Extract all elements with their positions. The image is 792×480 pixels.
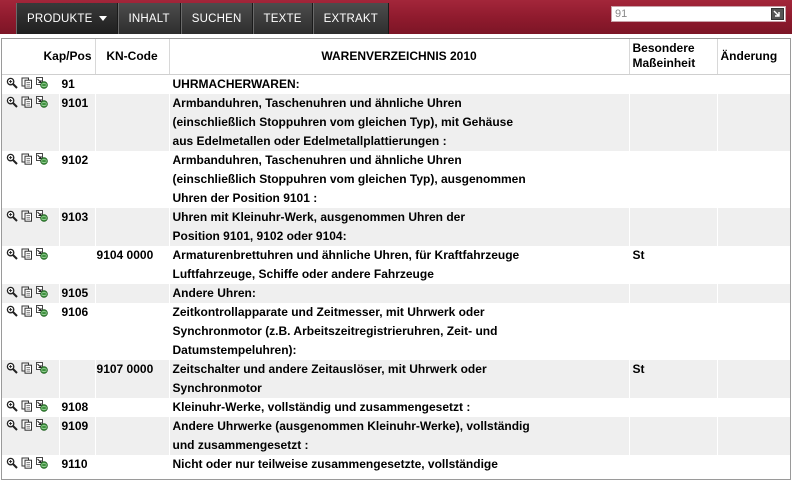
cell-kap-pos: 9105: [59, 284, 95, 303]
globe-link-icon[interactable]: [36, 362, 51, 376]
cell-kn-code: [95, 455, 169, 474]
cell-description: Andere Uhrwerke (ausgenommen Kleinuhr-Werke), vollständig: [169, 417, 629, 436]
cell-unit: St: [629, 360, 717, 379]
row-actions: [2, 189, 59, 208]
cell-unit: [629, 455, 717, 474]
cell-unit: [629, 417, 717, 436]
nav-inhalt-label: INHALT: [128, 12, 170, 25]
cell-description: Nicht oder nur teilweise zusammengesetzte, vollständige: [169, 455, 629, 474]
copy-icon[interactable]: [21, 286, 36, 300]
cell-kap-pos: [59, 113, 95, 132]
globe-link-icon[interactable]: [36, 400, 51, 414]
cell-change: [717, 284, 790, 303]
cell-kap-pos: [59, 379, 95, 398]
globe-link-icon[interactable]: [36, 210, 51, 224]
cell-change: [717, 265, 790, 284]
row-actions: [2, 227, 59, 246]
cell-unit: St: [629, 246, 717, 265]
cell-description: und zusammengesetzt :: [169, 436, 629, 455]
nav-suchen[interactable]: [181, 3, 253, 34]
copy-icon[interactable]: [21, 362, 36, 376]
nav-extrakt[interactable]: [313, 3, 389, 34]
cell-kap-pos: [59, 436, 95, 455]
row-actions: [2, 265, 59, 284]
cell-kap-pos: [59, 189, 95, 208]
cell-kn-code: 9107 0000: [95, 360, 169, 379]
cell-kn-code: [95, 94, 169, 113]
table-row: [2, 227, 790, 246]
table-row: [2, 170, 790, 189]
table-row: [2, 398, 790, 417]
copy-icon[interactable]: [21, 419, 36, 433]
header-kap-pos[interactable]: Kap/Pos: [2, 39, 95, 74]
row-actions: [2, 322, 59, 341]
nav-inhalt[interactable]: [118, 3, 181, 34]
nav-suchen-label: SUCHEN: [191, 12, 242, 25]
row-actions: [2, 303, 59, 322]
table-row: [2, 94, 790, 113]
table-row: [2, 132, 790, 151]
cell-kn-code: [95, 265, 169, 284]
cell-kap-pos: 9109: [59, 417, 95, 436]
row-actions: [2, 151, 59, 170]
cell-kn-code: [95, 227, 169, 246]
table-header-row: [2, 39, 790, 74]
row-actions: [2, 132, 59, 151]
cell-kn-code: [95, 284, 169, 303]
table-row: [2, 303, 790, 322]
cell-change: [717, 303, 790, 322]
search-input[interactable]: [615, 7, 765, 21]
magnifier-icon[interactable]: [6, 400, 21, 414]
cell-kap-pos: 9103: [59, 208, 95, 227]
globe-link-icon[interactable]: [36, 96, 51, 110]
cell-kn-code: [95, 303, 169, 322]
magnifier-icon[interactable]: [6, 286, 21, 300]
cell-kap-pos: 9106: [59, 303, 95, 322]
cell-unit: [629, 303, 717, 322]
cell-change: [717, 74, 790, 94]
globe-link-icon[interactable]: [36, 457, 51, 471]
cell-change: [717, 170, 790, 189]
cell-kn-code: [95, 436, 169, 455]
cell-kn-code: [95, 379, 169, 398]
copy-icon[interactable]: [21, 305, 36, 319]
cell-description: aus Edelmetallen oder Edelmetallplattierungen :: [169, 132, 629, 151]
row-actions: [2, 94, 59, 113]
table-row: [2, 284, 790, 303]
cell-description: Uhren mit Kleinuhr-Werk, ausgenommen Uhren der: [169, 208, 629, 227]
cell-kap-pos: [59, 227, 95, 246]
cell-change: [717, 436, 790, 455]
cell-description: (einschließlich Stoppuhren vom gleichen Typ), ausgenommen: [169, 170, 629, 189]
copy-icon[interactable]: [21, 96, 36, 110]
cell-description: Uhren der Position 9101 :: [169, 189, 629, 208]
table-row: [2, 360, 790, 379]
cell-unit: [629, 436, 717, 455]
chevron-down-icon: [99, 16, 107, 21]
nav-extrakt-label: EXTRAKT: [323, 12, 379, 25]
header-kn-code[interactable]: KN-Code: [95, 39, 169, 74]
cell-change: [717, 341, 790, 360]
row-actions: [2, 436, 59, 455]
table-row: [2, 341, 790, 360]
table-row: [2, 322, 790, 341]
cell-unit: [629, 398, 717, 417]
table-row: [2, 436, 790, 455]
cell-unit: [629, 132, 717, 151]
globe-link-icon[interactable]: [36, 419, 51, 433]
cell-kn-code: [95, 322, 169, 341]
cell-description: Zeitkontrollapparate und Zeitmesser, mit Uhrwerk oder: [169, 303, 629, 322]
cell-kn-code: [95, 208, 169, 227]
cell-unit: [629, 284, 717, 303]
cell-kap-pos: 9108: [59, 398, 95, 417]
cell-kn-code: [95, 341, 169, 360]
nav-produkte[interactable]: [16, 3, 118, 34]
cell-description: Zeitschalter und andere Zeitauslöser, mit Uhrwerk oder: [169, 360, 629, 379]
magnifier-icon[interactable]: [6, 457, 21, 471]
copy-icon[interactable]: [21, 400, 36, 414]
cell-unit: [629, 189, 717, 208]
cell-unit: [629, 113, 717, 132]
cell-description: Synchronmotor: [169, 379, 629, 398]
cell-description: UHRMACHERWAREN:: [169, 74, 629, 94]
copy-icon[interactable]: [21, 153, 36, 167]
globe-link-icon[interactable]: [36, 286, 51, 300]
table-row: [2, 417, 790, 436]
cell-kap-pos: [59, 246, 95, 265]
magnifier-icon[interactable]: [6, 419, 21, 433]
globe-link-icon[interactable]: [36, 305, 51, 319]
row-actions: [2, 455, 59, 474]
globe-link-icon[interactable]: [36, 77, 51, 91]
cell-description: Armbanduhren, Taschenuhren und ähnliche Uhren: [169, 151, 629, 170]
cell-kn-code: [95, 132, 169, 151]
cell-unit: [629, 170, 717, 189]
tariff-table: [2, 39, 791, 474]
copy-icon[interactable]: [21, 77, 36, 91]
tariff-table-container[interactable]: [1, 38, 791, 480]
row-actions: [2, 398, 59, 417]
row-actions: [2, 284, 59, 303]
row-actions: [2, 74, 59, 94]
cell-change: [717, 360, 790, 379]
cell-unit: [629, 74, 717, 94]
cell-change: [717, 398, 790, 417]
table-row: [2, 189, 790, 208]
cell-change: [717, 322, 790, 341]
cell-description: Luftfahrzeuge, Schiffe oder andere Fahrzeuge: [169, 265, 629, 284]
cell-unit: [629, 227, 717, 246]
magnifier-icon[interactable]: [6, 153, 21, 167]
table-row: [2, 379, 790, 398]
row-actions: [2, 113, 59, 132]
copy-icon[interactable]: [21, 248, 36, 262]
cell-kn-code: [95, 113, 169, 132]
cell-description: Synchronmotor (z.B. Arbeitszeitregistrieruhren, Zeit- und: [169, 322, 629, 341]
arrow-icon: [773, 10, 782, 18]
table-row: [2, 151, 790, 170]
magnifier-icon[interactable]: [6, 96, 21, 110]
header-warenverzeichnis[interactable]: WARENVERZEICHNIS 2010: [169, 39, 629, 74]
copy-icon[interactable]: [21, 457, 36, 471]
cell-change: [717, 113, 790, 132]
search-button[interactable]: [771, 8, 784, 20]
cell-unit: [629, 151, 717, 170]
nav-texte[interactable]: [253, 3, 313, 34]
nav-texte-label: TEXTE: [263, 12, 302, 25]
row-actions: [2, 341, 59, 360]
cell-unit: [629, 208, 717, 227]
cell-kn-code: 9104 0000: [95, 246, 169, 265]
magnifier-icon[interactable]: [6, 210, 21, 224]
table-row: [2, 455, 790, 474]
cell-description: Armaturenbrettuhren und ähnliche Uhren, für Kraftfahrzeuge: [169, 246, 629, 265]
cell-description: Position 9101, 9102 oder 9104:: [169, 227, 629, 246]
globe-link-icon[interactable]: [36, 153, 51, 167]
cell-description: (einschließlich Stoppuhren vom gleichen Typ), mit Gehäuse: [169, 113, 629, 132]
table-row: [2, 265, 790, 284]
cell-unit: [629, 94, 717, 113]
cell-kap-pos: [59, 322, 95, 341]
cell-change: [717, 189, 790, 208]
row-actions: [2, 208, 59, 227]
cell-change: [717, 417, 790, 436]
row-actions: [2, 170, 59, 189]
copy-icon[interactable]: [21, 210, 36, 224]
cell-kap-pos: [59, 265, 95, 284]
row-actions: [2, 417, 59, 436]
cell-kap-pos: 9102: [59, 151, 95, 170]
cell-kap-pos: 91: [59, 74, 95, 94]
header-aenderung[interactable]: Änderung: [717, 39, 790, 74]
cell-kap-pos: 9110: [59, 455, 95, 474]
cell-unit: [629, 379, 717, 398]
cell-kap-pos: [59, 360, 95, 379]
cell-change: [717, 208, 790, 227]
table-row: [2, 246, 790, 265]
cell-description: Armbanduhren, Taschenuhren und ähnliche Uhren: [169, 94, 629, 113]
magnifier-icon[interactable]: [6, 305, 21, 319]
row-actions: [2, 246, 59, 265]
cell-kap-pos: [59, 132, 95, 151]
main-nav: [16, 3, 389, 34]
cell-kn-code: [95, 151, 169, 170]
top-bar: [0, 0, 792, 34]
globe-link-icon[interactable]: [36, 248, 51, 262]
header-besondere-line2: Maßeinheit: [632, 56, 696, 71]
cell-change: [717, 151, 790, 170]
cell-kn-code: [95, 189, 169, 208]
cell-kn-code: [95, 417, 169, 436]
table-row: [2, 208, 790, 227]
header-besondere-line1: Besondere: [632, 41, 695, 56]
cell-unit: [629, 322, 717, 341]
cell-kn-code: [95, 398, 169, 417]
magnifier-icon[interactable]: [6, 362, 21, 376]
cell-change: [717, 379, 790, 398]
cell-change: [717, 227, 790, 246]
cell-description: Andere Uhren:: [169, 284, 629, 303]
magnifier-icon[interactable]: [6, 248, 21, 262]
cell-unit: [629, 265, 717, 284]
cell-change: [717, 455, 790, 474]
magnifier-icon[interactable]: [6, 77, 21, 91]
row-actions: [2, 379, 59, 398]
cell-unit: [629, 341, 717, 360]
cell-kn-code: [95, 170, 169, 189]
row-actions: [2, 360, 59, 379]
table-row: [2, 113, 790, 132]
table-row: [2, 74, 790, 94]
search-box: [611, 6, 786, 22]
cell-change: [717, 132, 790, 151]
cell-description: Kleinuhr-Werke, vollständig und zusammengesetzt :: [169, 398, 629, 417]
header-besondere-masseinheit[interactable]: [629, 39, 717, 74]
cell-change: [717, 94, 790, 113]
cell-kap-pos: [59, 170, 95, 189]
table-body: [2, 74, 790, 474]
cell-description: Datumstempeluhren):: [169, 341, 629, 360]
cell-change: [717, 246, 790, 265]
nav-produkte-label: PRODUKTE: [27, 12, 93, 25]
cell-kap-pos: 9101: [59, 94, 95, 113]
cell-kn-code: [95, 74, 169, 94]
cell-kap-pos: [59, 341, 95, 360]
